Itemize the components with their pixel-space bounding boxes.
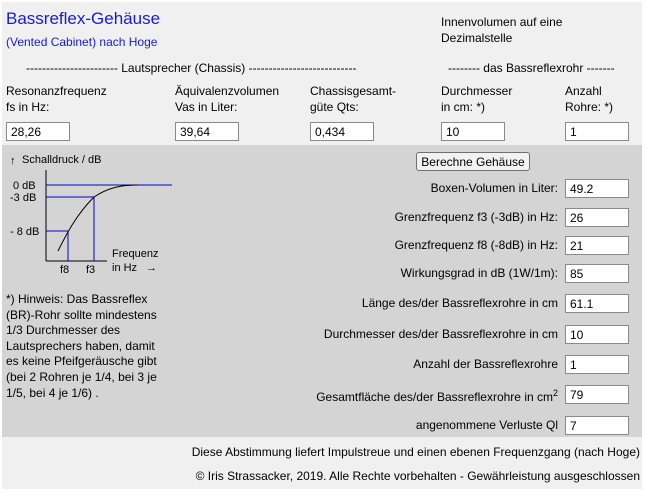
x-axis-arrow: → [146, 262, 157, 274]
tick-f3: f3 [86, 264, 96, 276]
vas-label-line2: Vas in Liter: [175, 100, 238, 114]
port-diameter-input[interactable] [441, 122, 505, 141]
port-count-input[interactable] [565, 122, 629, 141]
footer-tuning-note: Diese Abstimmung liefert Impulstreue und einen ebenen Frequenzgang (nach Hoge) [191, 445, 640, 459]
y-axis-title: Schalldruck / dB [22, 154, 102, 166]
result-f8[interactable] [565, 236, 629, 255]
fs-label [6, 83, 107, 115]
port-count-label [565, 83, 613, 115]
tick-minus3db: -3 dB [10, 192, 37, 204]
footer-copyright: © Iris Strassacker, 2019. Alle Rechte vorbehalten - Gewährleistung ausgeschlossen [195, 469, 640, 483]
page-title: Bassreflex-Gehäuse [6, 9, 161, 28]
result-label-port-count: Anzahl der Bassreflexrohre [413, 357, 558, 371]
frequency-response-graph [2, 145, 182, 290]
page-subtitle: (Vented Cabinet) nach Hoge [6, 35, 158, 49]
result-volume[interactable] [565, 179, 629, 198]
section-chassis-heading: ----------------------- Lautsprecher (Chassis) --------------------------- [26, 61, 357, 75]
port-diameter-label-line2: in cm: *) [441, 100, 486, 114]
tick-minus8db: - 8 dB [10, 226, 40, 238]
fs-label-line1: Resonanzfrequenz [6, 84, 107, 98]
result-losses[interactable] [565, 416, 629, 435]
qts-label-line1: Chassisgesamt- [310, 84, 397, 98]
vas-label-line1: Äquivalenzvolumen [175, 84, 280, 98]
tick-f8: f8 [60, 264, 70, 276]
result-port-count[interactable] [565, 355, 629, 374]
result-efficiency[interactable] [565, 264, 629, 283]
port-diameter-label [441, 83, 512, 115]
vas-input[interactable] [175, 122, 239, 141]
x-axis-title: Frequenz [112, 248, 159, 260]
port-diameter-label-line1: Durchmesser [441, 84, 513, 98]
port-hint: *) Hinweis: Das Bassreflex (BR)-Rohr sollte mindestens 1/3 Durchmesser des Lautsprechers haben, damit es keine Pfeifgeräusche gibt (bei 2 Rohren je 1/4, bei 3 je 1/5, bei 4 je 1/6) . [6, 292, 157, 400]
response-curve [58, 185, 138, 251]
result-label-f3: Grenzfrequenz f3 (-3dB) in Hz: [394, 210, 558, 224]
result-label-port-length: Länge des/der Bassreflexrohre in cm [361, 296, 558, 310]
result-label-port-area-text: Gesamtfläche des/der Bassreflexrohre in cm [316, 390, 553, 404]
section-port-heading: -------- das Bassreflexrohr ------- [448, 61, 615, 75]
result-port-length[interactable] [565, 294, 629, 313]
qts-input[interactable] [310, 122, 374, 141]
result-label-efficiency: Wirkungsgrad in dB (1W/1m): [400, 266, 558, 280]
x-axis-unit: in Hz [112, 262, 138, 274]
tick-0db: 0 dB [13, 180, 36, 192]
vas-label [175, 83, 279, 115]
port-count-label-line1: Anzahl [565, 84, 602, 98]
result-label-port-area [316, 388, 558, 404]
fs-label-line2: fs in Hz: [6, 100, 50, 114]
volume-note: Innenvolumen auf eine Dezimalstelle [441, 15, 563, 45]
result-label-losses: angenommene Verluste Ql [415, 418, 558, 432]
result-label-port-area-exponent: 2 [552, 388, 558, 398]
port-count-label-line2: Rohre: *) [565, 100, 614, 114]
fs-input[interactable] [6, 122, 70, 141]
result-port-area[interactable] [565, 385, 629, 404]
qts-label [310, 83, 396, 115]
result-label-f8: Grenzfrequenz f8 (-8dB) in Hz: [394, 238, 558, 252]
calculate-button[interactable]: Berechne Gehäuse [416, 152, 530, 171]
result-label-volume: Boxen-Volumen in Liter: [430, 181, 558, 195]
result-port-diameter[interactable] [565, 325, 629, 344]
result-f3[interactable] [565, 208, 629, 227]
result-label-port-diameter: Durchmesser des/der Bassreflexrohre in cm [323, 327, 558, 341]
y-axis-arrow: ↑ [10, 155, 16, 167]
qts-label-line2: güte Qts: [310, 100, 359, 114]
